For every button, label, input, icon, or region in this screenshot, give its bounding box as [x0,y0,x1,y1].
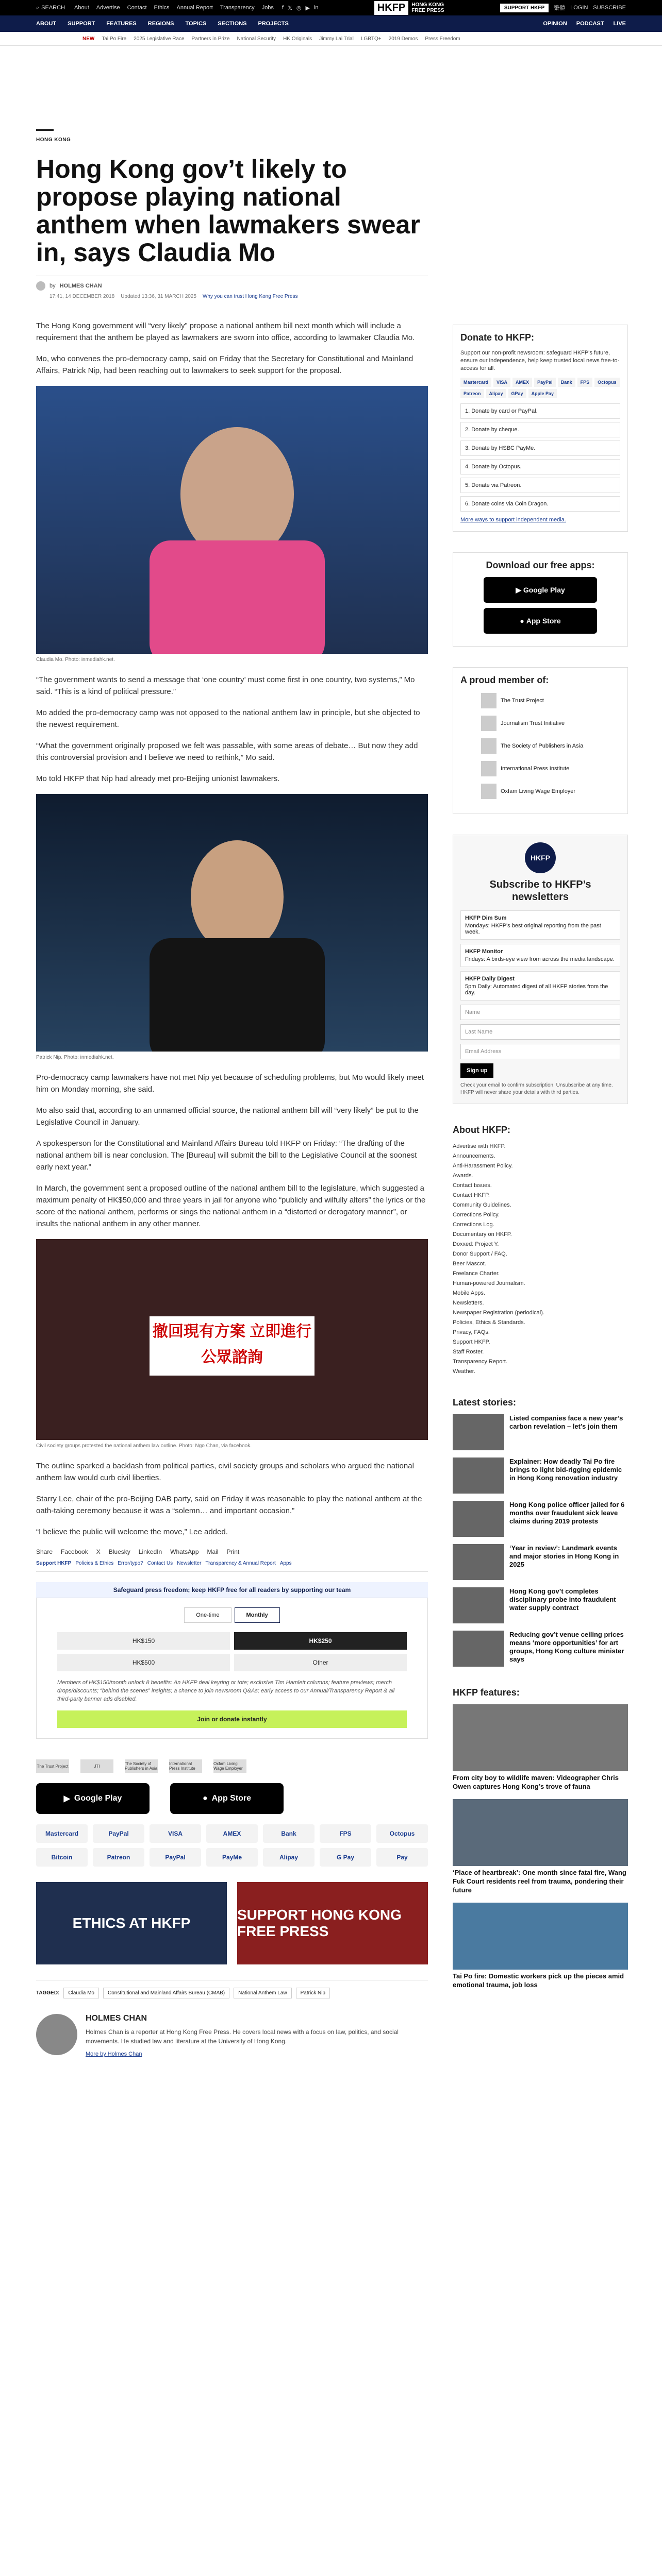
about-link[interactable]: Documentary on HKFP. [453,1231,512,1238]
share-whatsapp[interactable]: WhatsApp [170,1548,199,1555]
trending-link[interactable]: National Security [237,36,276,42]
paragraph: “The government wants to send a message that ‘one country’ must come first in one country, two systems,” Mo said. “This is a kind of political pressure.” [36,675,415,696]
newsletter-option-dim-sum[interactable] [460,910,620,940]
logo-text [411,2,444,13]
member-name: The Society of Publishers in Asia [501,743,584,749]
about-link[interactable]: Support HKFP. [453,1339,490,1345]
tag[interactable]: Constitutional and Mainland Affairs Bureau (CMAB) [103,1988,229,1998]
language-link[interactable]: 繁體 [554,5,566,11]
story-thumbnail [453,1458,504,1494]
share-x[interactable]: X [96,1548,101,1555]
feature-image [453,1799,628,1866]
author-bio: Holmes Chan is a reporter at Hong Kong Free Press. He covers local news with a focus on law, politics, and social movements. He studied law and literature at the University of Hong Kong. [86,2028,399,2045]
paragraph: “I believe the public will welcome the move,” Lee added. [36,1528,228,1536]
donate-option[interactable]: 3. Donate by HSBC PayMe. [460,440,620,456]
about-link[interactable]: Community Guidelines. [453,1202,511,1208]
trust-link[interactable]: Why you can trust Hong Kong Free Press [202,294,298,299]
about-link[interactable]: Beer Mascot. [453,1261,486,1267]
sidebar-donate [453,325,628,532]
support-link[interactable]: Policies & Ethics [75,1561,114,1566]
promo-videos [36,1882,428,1964]
latest-story[interactable] [453,1501,628,1537]
support-link[interactable]: Support HKFP [36,1561,72,1566]
pay-logo[interactable]: Alipay [486,389,506,398]
about-link[interactable]: Contact Issues. [453,1182,492,1189]
share-bar [36,1548,428,1555]
video-ethics[interactable]: ETHICS AT HKFP [36,1882,227,1964]
support-link[interactable]: Error/typo? [118,1561,143,1566]
sidebar-app-store[interactable] [484,608,597,634]
paragraph: The outline sparked a backlash from political parties, civil society groups and scholars who argued the national anthem law would curb civil liberties. [36,1462,414,1482]
paragraph: The Hong Kong government will “very likely” propose a national anthem bill next month which will include a requirement that the anthem be played as lawmakers are sworn into office, according to lawmaker Claudia Mo. [36,321,415,342]
app-store-button[interactable] [170,1783,284,1814]
photo-caption: Patrick Nip. Photo: inmediahk.net. [36,1055,114,1060]
payment-logo[interactable]: G Pay [320,1848,371,1867]
newsletter-last-name-input[interactable]: Last Name [460,1024,620,1040]
amount-option[interactable]: HK$150 [57,1632,230,1650]
x-icon[interactable]: 𝕏 [288,5,292,11]
payment-logo[interactable]: Bank [263,1824,315,1843]
logo-icon [481,716,496,731]
sidebar-google-play[interactable] [484,577,597,603]
newsletter-desc: 5pm Daily: Automated digest of all HKFP stories from the day. [465,984,608,996]
newsletter-name: HKFP Monitor [465,948,503,955]
about-link[interactable]: Doxxed: Project Y. [453,1241,499,1247]
donate-option[interactable]: 6. Donate coins via Coin Dragon. [460,496,620,512]
member-logo[interactable] [481,716,620,731]
byline-by: by [49,283,56,289]
article-title: Hong Kong gov’t likely to propose playing national anthem when lawmakers swear in, says Claudia Mo [36,155,420,267]
app-badges [36,1783,428,1814]
paragraph: Mo told HKFP that Nip had already met pro-Beijing unionist lawmakers. [36,774,280,783]
member-name: The Trust Project [501,698,544,704]
paragraph: “What the government originally proposed we felt was passable, with some areas of debate… But now they add this controversial provision and I believe we need to rethink,” Mo said. [36,741,418,762]
site-logo[interactable] [374,1,444,15]
instagram-icon[interactable]: ◎ [296,5,302,11]
social-icons [282,5,319,11]
donate-option[interactable]: 1. Donate by card or PayPal. [460,403,620,419]
nav-support[interactable]: SUPPORT [68,21,95,27]
feature-image [453,1903,628,1970]
story-title: Listed companies face a new year’s carbon revelation – let’s join them [509,1414,623,1430]
app-store-label: App Store [211,1794,252,1803]
member-name: Journalism Trust Initiative [501,720,565,726]
trending-link[interactable]: Tai Po Fire [102,36,127,42]
nav-live[interactable]: LIVE [613,21,626,27]
payment-logo[interactable]: AMEX [206,1824,258,1843]
partner-logos [36,1759,428,1773]
story-title: Explainer: How deadly Tai Po fire brings to light bid-rigging epidemic in Hong Kong renovation industry [509,1458,622,1482]
updated-date: Updated 13:36, 31 MARCH 2025 [121,294,196,299]
payment-methods [36,1824,428,1867]
about-link[interactable]: Awards. [453,1173,473,1179]
share-mail[interactable]: Mail [207,1548,219,1555]
google-play-label: Google Play [74,1794,122,1803]
sopa-logo[interactable]: The Society of Publishers in Asia [125,1759,158,1773]
about-link[interactable]: Announcements. [453,1153,495,1159]
donate-tabs [37,1607,427,1623]
newsletter-box [453,835,628,1104]
sidebar-donate-title: Donate to HKFP: [460,332,534,343]
pay-logo[interactable]: Patreon [460,389,484,398]
nav-podcast[interactable]: PODCAST [576,21,604,27]
paragraph: Pro-democracy camp lawmakers have not met Nip yet because of scheduling problems, but Mo would likely meet him on Monday morning, she said. [36,1073,424,1094]
share-linkedin[interactable]: LinkedIn [138,1548,162,1555]
apple-icon: ● [202,1794,208,1803]
newsletter-name: HKFP Dim Sum [465,915,507,921]
photo-caption: Claudia Mo. Photo: inmediahk.net. [36,657,115,663]
tags-label: TAGGED: [36,1990,60,1996]
login-link[interactable]: LOGIN [570,5,588,11]
youtube-icon[interactable]: ▶ [305,5,310,11]
story-title: Hong Kong police officer jailed for 6 months over fraudulent sick leave claims during 2019 protests [509,1501,625,1525]
sidebar-donate-intro: Support our non-profit newsroom: safeguard HKFP's future, ensure our independence, help keep trusted local news free-to-access for all. [460,350,620,371]
trending-link[interactable]: 2025 Legislative Race [134,36,185,42]
pay-logo[interactable]: Apple Pay [528,389,557,398]
about-link[interactable]: Advertise with HKFP. [453,1143,506,1149]
payment-logo[interactable]: Alipay [263,1848,315,1867]
about-link[interactable]: Anti-Harassment Policy. [453,1163,513,1169]
newsletter-desc: Mondays: HKFP's best original reporting from the past week. [465,923,601,935]
article-kicker[interactable]: HONG KONG [36,137,71,143]
about-link[interactable]: Policies, Ethics & Standards. [453,1319,525,1326]
payment-logo[interactable]: Pay [376,1848,428,1867]
author-photo [36,2014,77,2055]
top-links [74,5,274,11]
payment-logo[interactable]: FPS [320,1824,371,1843]
feature-title: Tai Po fire: Domestic workers pick up the pieces amid emotional trauma, job loss [453,1972,624,1989]
play-icon: ▶ [516,585,523,594]
latest-story[interactable] [453,1587,628,1623]
trending-bar [0,32,662,46]
google-play-label: Google Play [523,586,565,594]
latest-story[interactable] [453,1414,628,1450]
author-more-link[interactable]: More by Holmes Chan [86,2051,142,2057]
payment-logo[interactable]: VISA [150,1824,201,1843]
support-button[interactable]: SUPPORT HKFP [500,4,549,12]
trending-link[interactable]: HK Originals [283,36,312,42]
pay-logo[interactable]: Octopus [594,378,620,387]
more-ways-link[interactable]: More ways to support independent media. [460,517,566,523]
top-bar [0,0,662,15]
feature-title: ‘Place of heartbreak’: One month since fatal fire, Wang Fuk Court residents reel from trauma, pondering their future [453,1869,626,1894]
donate-option[interactable]: 4. Donate by Octopus. [460,459,620,474]
story-thumbnail [453,1414,504,1450]
author-avatar [36,281,45,291]
sidebar-latest [453,1397,628,1667]
sidebar-features [453,1687,628,1989]
feature-title: From city boy to wildlife maven: Videographer Chris Owen captures Hong Kong’s trove of fauna [453,1774,619,1790]
photo-patrick-nip [36,794,428,1052]
video-support[interactable]: SUPPORT HONG KONG FREE PRESS [237,1882,428,1964]
article-column [36,129,428,2058]
support-link[interactable]: Apps [279,1561,292,1566]
about-link[interactable]: Newspaper Registration (periodical). [453,1310,544,1316]
share-label: Share [36,1548,53,1555]
about-link[interactable]: Freelance Charter. [453,1270,500,1277]
new-badge: NEW [82,36,95,42]
trending-link[interactable]: LGBTQ+ [360,36,382,42]
join-button[interactable]: Join or donate instantly [57,1710,407,1728]
nav-about[interactable]: ABOUT [36,21,57,27]
payment-logo[interactable]: PayPal [150,1848,201,1867]
logo-line-2: FREE PRESS [411,8,444,13]
story-thumbnail [453,1587,504,1623]
top-link-advertise[interactable]: Advertise [96,5,120,11]
newsletter-email-input[interactable]: Email Address [460,1044,620,1059]
newsletter-name-input[interactable]: Name [460,1005,620,1020]
support-link[interactable]: Newsletter [177,1561,202,1566]
about-list [453,1142,628,1377]
paragraph: A spokesperson for the Constitutional and Mainland Affairs Bureau told HKFP on Friday: “The drafting of the national anthem bill is near conclusion. The [Bureau] will submit the bill to the Legislative Council at the soonest early next year.” [36,1139,417,1172]
story-thumbnail [453,1631,504,1667]
feature-story[interactable] [453,1704,628,1791]
byline-author[interactable]: HOLMES CHAN [59,283,102,289]
member-logo[interactable] [481,693,620,708]
google-play-button[interactable] [36,1783,150,1814]
paragraph: In March, the government sent a proposed outline of the national anthem bill to the legislature, which suggested a maximum penalty of HK$50,000 and three years in jail for anyone who “publicly and wilfully alters” the lyrics or the score of the national anthem, performs or sings the national anthem in a “distorted or derogatory manner”, or insults the national anthem in any other manner. [36,1184,426,1228]
payment-logo[interactable]: Mastercard [36,1824,88,1843]
protest-banner: 撤回現有方案 立即進行公眾諮詢 [150,1316,315,1376]
newsletter-name: HKFP Daily Digest [465,976,515,982]
tag[interactable]: Claudia Mo [63,1988,99,1998]
story-thumbnail [453,1544,504,1580]
search-link[interactable]: SEARCH [41,5,65,11]
paragraph: Mo also said that, according to an unnamed official source, the national anthem bill will “very likely” be put to the Legislative Council in January. [36,1106,419,1127]
paragraph: Starry Lee, chair of the pro-Beijing DAB party, said on Friday it was reasonable to play the national anthem at the oath-taking ceremony because it was a “solemn… and important occasion.” [36,1495,422,1515]
logo-line-1: HONG KONG [411,2,444,8]
newsletter-option-digest[interactable] [460,971,620,1001]
feature-story[interactable] [453,1903,628,1989]
about-link[interactable]: Mobile Apps. [453,1290,485,1296]
about-link[interactable]: Newsletters. [453,1300,484,1306]
amount-option-selected[interactable]: HK$250 [234,1632,407,1650]
pay-logo[interactable]: Mastercard [460,378,491,387]
nav-right [543,21,626,27]
sidebar-latest-title: Latest stories: [453,1397,517,1408]
newsletter-note: Check your email to confirm subscription. Unsubscribe at any time. HKFP will never share your details with third parties. [460,1082,613,1095]
share-print[interactable]: Print [226,1548,240,1555]
trending-link[interactable]: Press Freedom [425,36,460,42]
kicker-bar [36,129,54,131]
top-link-about[interactable]: About [74,5,89,11]
about-link[interactable]: Contact HKFP. [453,1192,490,1198]
photo-protest [36,1239,428,1440]
story-thumbnail [453,1501,504,1537]
top-link-transparency[interactable]: Transparency [220,5,255,11]
donate-banner: Safeguard press freedom; keep HKFP free for all readers by supporting our team [36,1582,428,1598]
top-link-contact[interactable]: Contact [127,5,147,11]
ipi-logo[interactable]: International Press Institute [169,1759,202,1773]
latest-story[interactable] [453,1631,628,1667]
share-facebook[interactable]: Facebook [61,1548,88,1555]
nav-sections[interactable]: SECTIONS [218,21,247,27]
pay-logo[interactable]: GPay [508,389,526,398]
top-link-ethics[interactable]: Ethics [154,5,170,11]
sidebar-features-title: HKFP features: [453,1687,520,1698]
feature-story[interactable] [453,1799,628,1894]
feature-image [453,1704,628,1771]
payment-logo[interactable]: PayPal [93,1824,144,1843]
author-name[interactable]: HOLMES CHAN [86,2014,147,2023]
top-right [500,4,626,12]
apple-icon: ● [520,617,526,625]
about-link[interactable]: Human-powered Journalism. [453,1280,525,1286]
newsletter-signup-button[interactable]: Sign up [460,1063,493,1078]
about-link[interactable]: Transparency Report. [453,1359,507,1365]
sidebar-pay-logos [460,378,620,398]
about-link[interactable]: Staff Roster. [453,1349,484,1355]
logo-icon [481,738,496,754]
latest-story[interactable] [453,1458,628,1494]
byline [36,276,428,291]
about-link[interactable]: Privacy, FAQs. [453,1329,490,1335]
trust-project-logo[interactable]: The Trust Project [36,1759,69,1773]
trending-link[interactable]: Partners in Prize [191,36,230,42]
play-icon: ▶ [63,1794,70,1803]
trending-link[interactable]: Jimmy Lai Trial [319,36,354,42]
tag[interactable]: Patrick Nip [296,1988,330,1998]
jti-logo[interactable]: JTI [80,1759,113,1773]
top-link-jobs[interactable]: Jobs [261,5,274,11]
nav-topics[interactable]: TOPICS [185,21,207,27]
story-title: Hong Kong gov’t completes disciplinary probe into fraudulent water supply contract [509,1587,616,1612]
search-icon[interactable]: ⌕ [36,4,40,11]
sidebar-about-title: About HKFP: [453,1125,510,1135]
story-title: ‘Year in review’: Landmark events and major stories in Hong Kong in 2025 [509,1544,619,1568]
donate-option[interactable]: 2. Donate by cheque. [460,422,620,437]
about-link[interactable]: Corrections Policy. [453,1212,500,1218]
logo-icon [481,693,496,708]
pay-logo[interactable]: PayPal [534,378,556,387]
tag[interactable]: National Anthem Law [234,1988,292,1998]
linkedin-icon[interactable]: in [313,4,319,11]
donate-option[interactable]: 5. Donate via Patreon. [460,478,620,493]
app-store-label: App Store [526,617,561,625]
donate-widget [36,1598,428,1739]
latest-story[interactable] [453,1544,628,1580]
logo-mark: HKFP [374,1,408,15]
nav-opinion[interactable]: OPINION [543,21,567,27]
story-title: Reducing gov’t venue ceiling prices means ‘more opportunities’ for art groups, Hong Kong culture minister says [509,1631,624,1663]
photo-claudia-mo [36,386,428,654]
sidebar [453,325,628,1997]
logo-icon [481,784,496,799]
member-name: International Press Institute [501,766,570,772]
article-dates [49,294,428,299]
published-date: 17:41, 14 DECEMBER 2018 [49,294,115,299]
nav-regions[interactable]: REGIONS [147,21,174,27]
nav-features[interactable]: FEATURES [106,21,137,27]
top-link-annual-report[interactable]: Annual Report [176,5,213,11]
nav-projects[interactable]: PROJECTS [258,21,289,27]
paragraph: Mo added the pro-democracy camp was not opposed to the national anthem law in principle, but she objected to the newest requirement. [36,708,420,729]
pay-logo[interactable]: VISA [493,378,510,387]
member-logo[interactable] [481,784,620,799]
tab-monthly[interactable]: Monthly [235,1607,280,1623]
pay-logo[interactable]: FPS [577,378,593,387]
sidebar-about [453,1125,628,1377]
about-link[interactable]: Donor Support / FAQ. [453,1251,507,1257]
support-link[interactable]: Contact Us [147,1561,173,1566]
donate-options [460,403,620,512]
support-link[interactable]: Transparency & Annual Report [205,1561,276,1566]
member-name: Oxfam Living Wage Employer [501,788,576,794]
about-link[interactable]: Weather. [453,1368,475,1375]
paragraph: Mo, who convenes the pro-democracy camp, said on Friday that the Secretary for Constitutional and Mainland Affairs, Patrick Nip, had been reaching out to lawmakers to seek support for the proposal. [36,354,413,375]
amount-option[interactable]: HK$500 [57,1654,230,1671]
newsletter-option-monitor[interactable] [460,944,620,967]
newsletter-badge: HKFP [525,842,556,873]
amount-option-other[interactable]: Other [234,1654,407,1671]
amount-grid [37,1632,427,1671]
member-logo[interactable] [481,738,620,754]
newsletter-title: Subscribe to HKFP’s newsletters [489,879,591,903]
payment-logo[interactable]: Patreon [93,1848,144,1867]
subscribe-link[interactable]: SUBSCRIBE [593,5,626,11]
sidebar-apps [453,552,628,647]
tab-one-time[interactable]: One-time [184,1607,231,1623]
sidebar-members-title: A proud member of: [460,675,549,685]
facebook-icon[interactable]: f [282,4,284,11]
pay-logo[interactable]: Bank [558,378,575,387]
main-nav [0,15,662,32]
author-box [36,2014,428,2058]
about-link[interactable]: Corrections Log. [453,1222,494,1228]
support-links [36,1561,428,1572]
member-logo[interactable] [481,761,620,776]
logo-icon [481,761,496,776]
payment-logo[interactable]: PayMe [206,1848,258,1867]
trending-link[interactable]: 2019 Demos [388,36,418,42]
payment-logo[interactable]: Octopus [376,1824,428,1843]
pay-logo[interactable]: AMEX [512,378,532,387]
oxfam-logo[interactable]: Oxfam Living Wage Employer [213,1759,246,1773]
sidebar-apps-title: Download our free apps: [486,560,595,570]
payment-logo[interactable]: Bitcoin [36,1848,88,1867]
sidebar-members [453,667,628,814]
share-bluesky[interactable]: Bluesky [108,1548,130,1555]
newsletter-desc: Fridays: A birds-eye view from across the media landscape. [465,956,615,962]
members-benefits: Members of HK$150/month unlock 8 benefits: An HKFP deal keyring or tote; exclusive Tim Hamlett columns; feature previews; merch drops/discounts; “behind the scenes” insights; a chance to join newsroom Q&As; early access to our Annual/Transparency Report & all third-party banner ads disabled. [57,1680,395,1702]
photo-caption: Civil society groups protested the national anthem law outline. Photo: Ngo Chan, via facebook. [36,1443,252,1449]
tags [36,1980,428,1998]
